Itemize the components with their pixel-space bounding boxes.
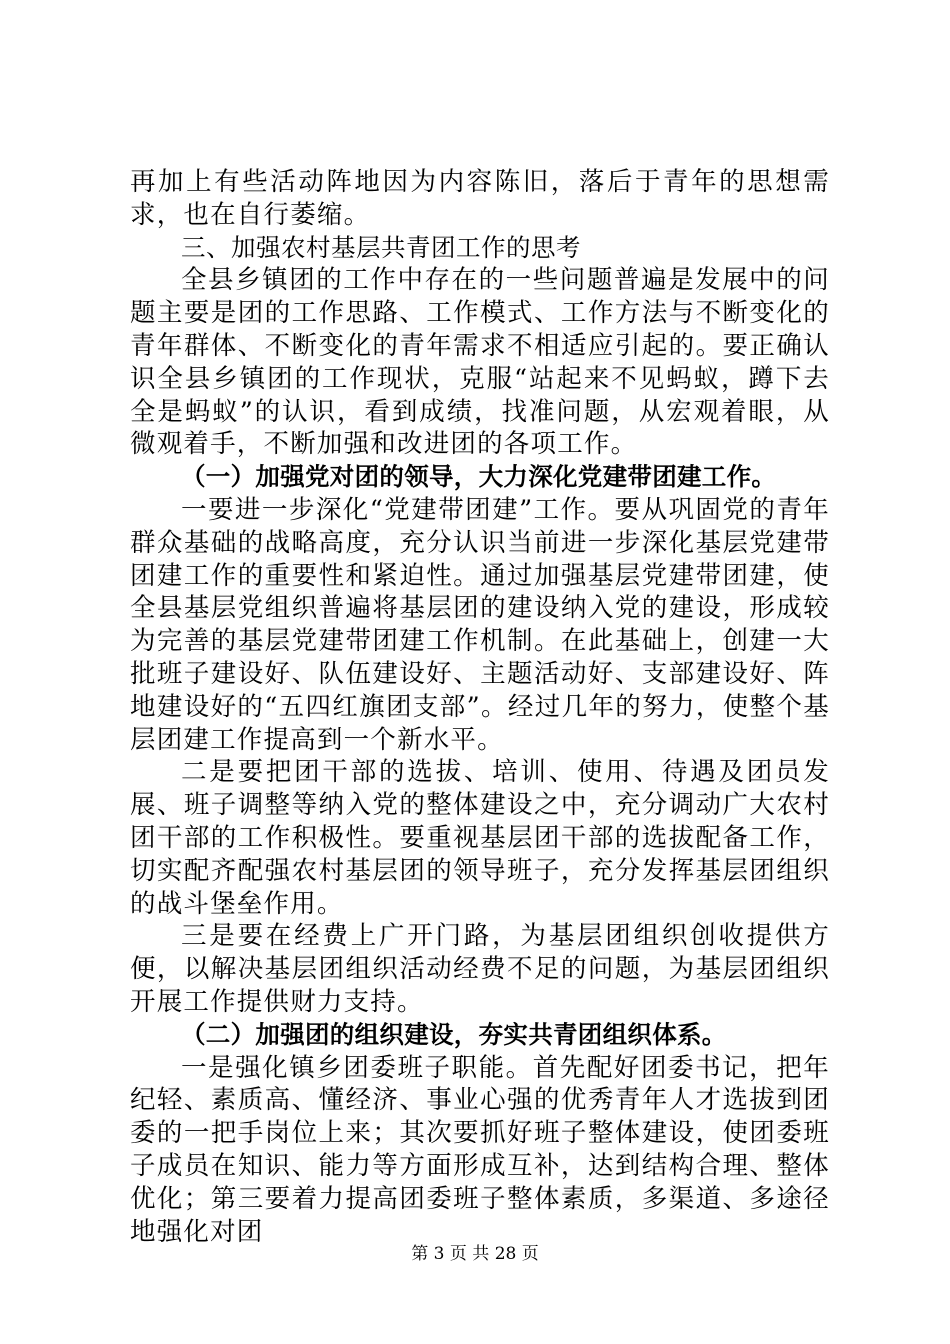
subsection-heading-1: （一）加强党对团的领导，大力深化党建带团建工作。 — [181, 462, 777, 492]
paragraph-intro: 全县乡镇团的工作中存在的一些问题普遍是发展中的问题主要是团的工作思路、工作模式、工作方法与不断变化的青年群体、不断变化的青年需求不相适应引起的。要正确认识全县乡镇团的工作现状，克服“站起来不见蚂蚁，蹲下去全是蚂蚁”的认识，看到成绩，找准问题，从宏观着眼，从微观着手，不断加强和改进团的各项工作。 — [130, 265, 830, 460]
paragraph-item-1: 一要进一步深化“党建带团建”工作。要从巩固党的青年群众基础的战略高度，充分认识当前进一步深化基层党建带团建工作的重要性和紧迫性。通过加强基层党建带团建，使全县基层党组织普遍将基层团的建设纳入党的建设，形成较为完善的基层党建带团建工作机制。在此基础上，创建一大批班子建设好、队伍建设好、主题活动好、支部建设好、阵地建设好的“五四红旗团支部”。经过几年的努力，使整个基层团建工作提高到一个新水平。 — [130, 494, 830, 755]
subsection-heading-2: （二）加强团的组织建设，夯实共青团组织体系。 — [181, 1019, 727, 1049]
document-body — [130, 166, 830, 1248]
paragraph-item-4: 一是强化镇乡团委班子职能。首先配好团委书记，把年纪轻、素质高、懂经济、事业心强的优秀青年人才选拔到团委的一把手岗位上来；其次要抓好班子整体建设，使团委班子成员在知识、能力等方面形成互补，达到结构合理、整体优化；第三要着力提高团委班子整体素质，多渠道、多途径地强化对团 — [130, 1052, 830, 1247]
paragraph-item-3: 三是要在经费上广开门路，为基层团组织创收提供方便，以解决基层团组织活动经费不足的问题，为基层团组织开展工作提供财力支持。 — [130, 921, 830, 1017]
page-number-footer: 第 3 页 共 28 页 — [411, 1244, 539, 1264]
paragraph-item-2: 二是要把团干部的选拔、培训、使用、待遇及团员发展、班子调整等纳入党的整体建设之中，充分调动广大农村团干部的工作积极性。要重视基层团干部的选拔配备工作，切实配齐配强农村基层团的领导班子，充分发挥基层团组织的战斗堡垒作用。 — [130, 757, 830, 919]
paragraph-continuation: 再加上有些活动阵地因为内容陈旧，落后于青年的思想需求，也在自行萎缩。 — [130, 167, 830, 230]
section-heading-3: 三、加强农村基层共青团工作的思考 — [181, 232, 581, 262]
